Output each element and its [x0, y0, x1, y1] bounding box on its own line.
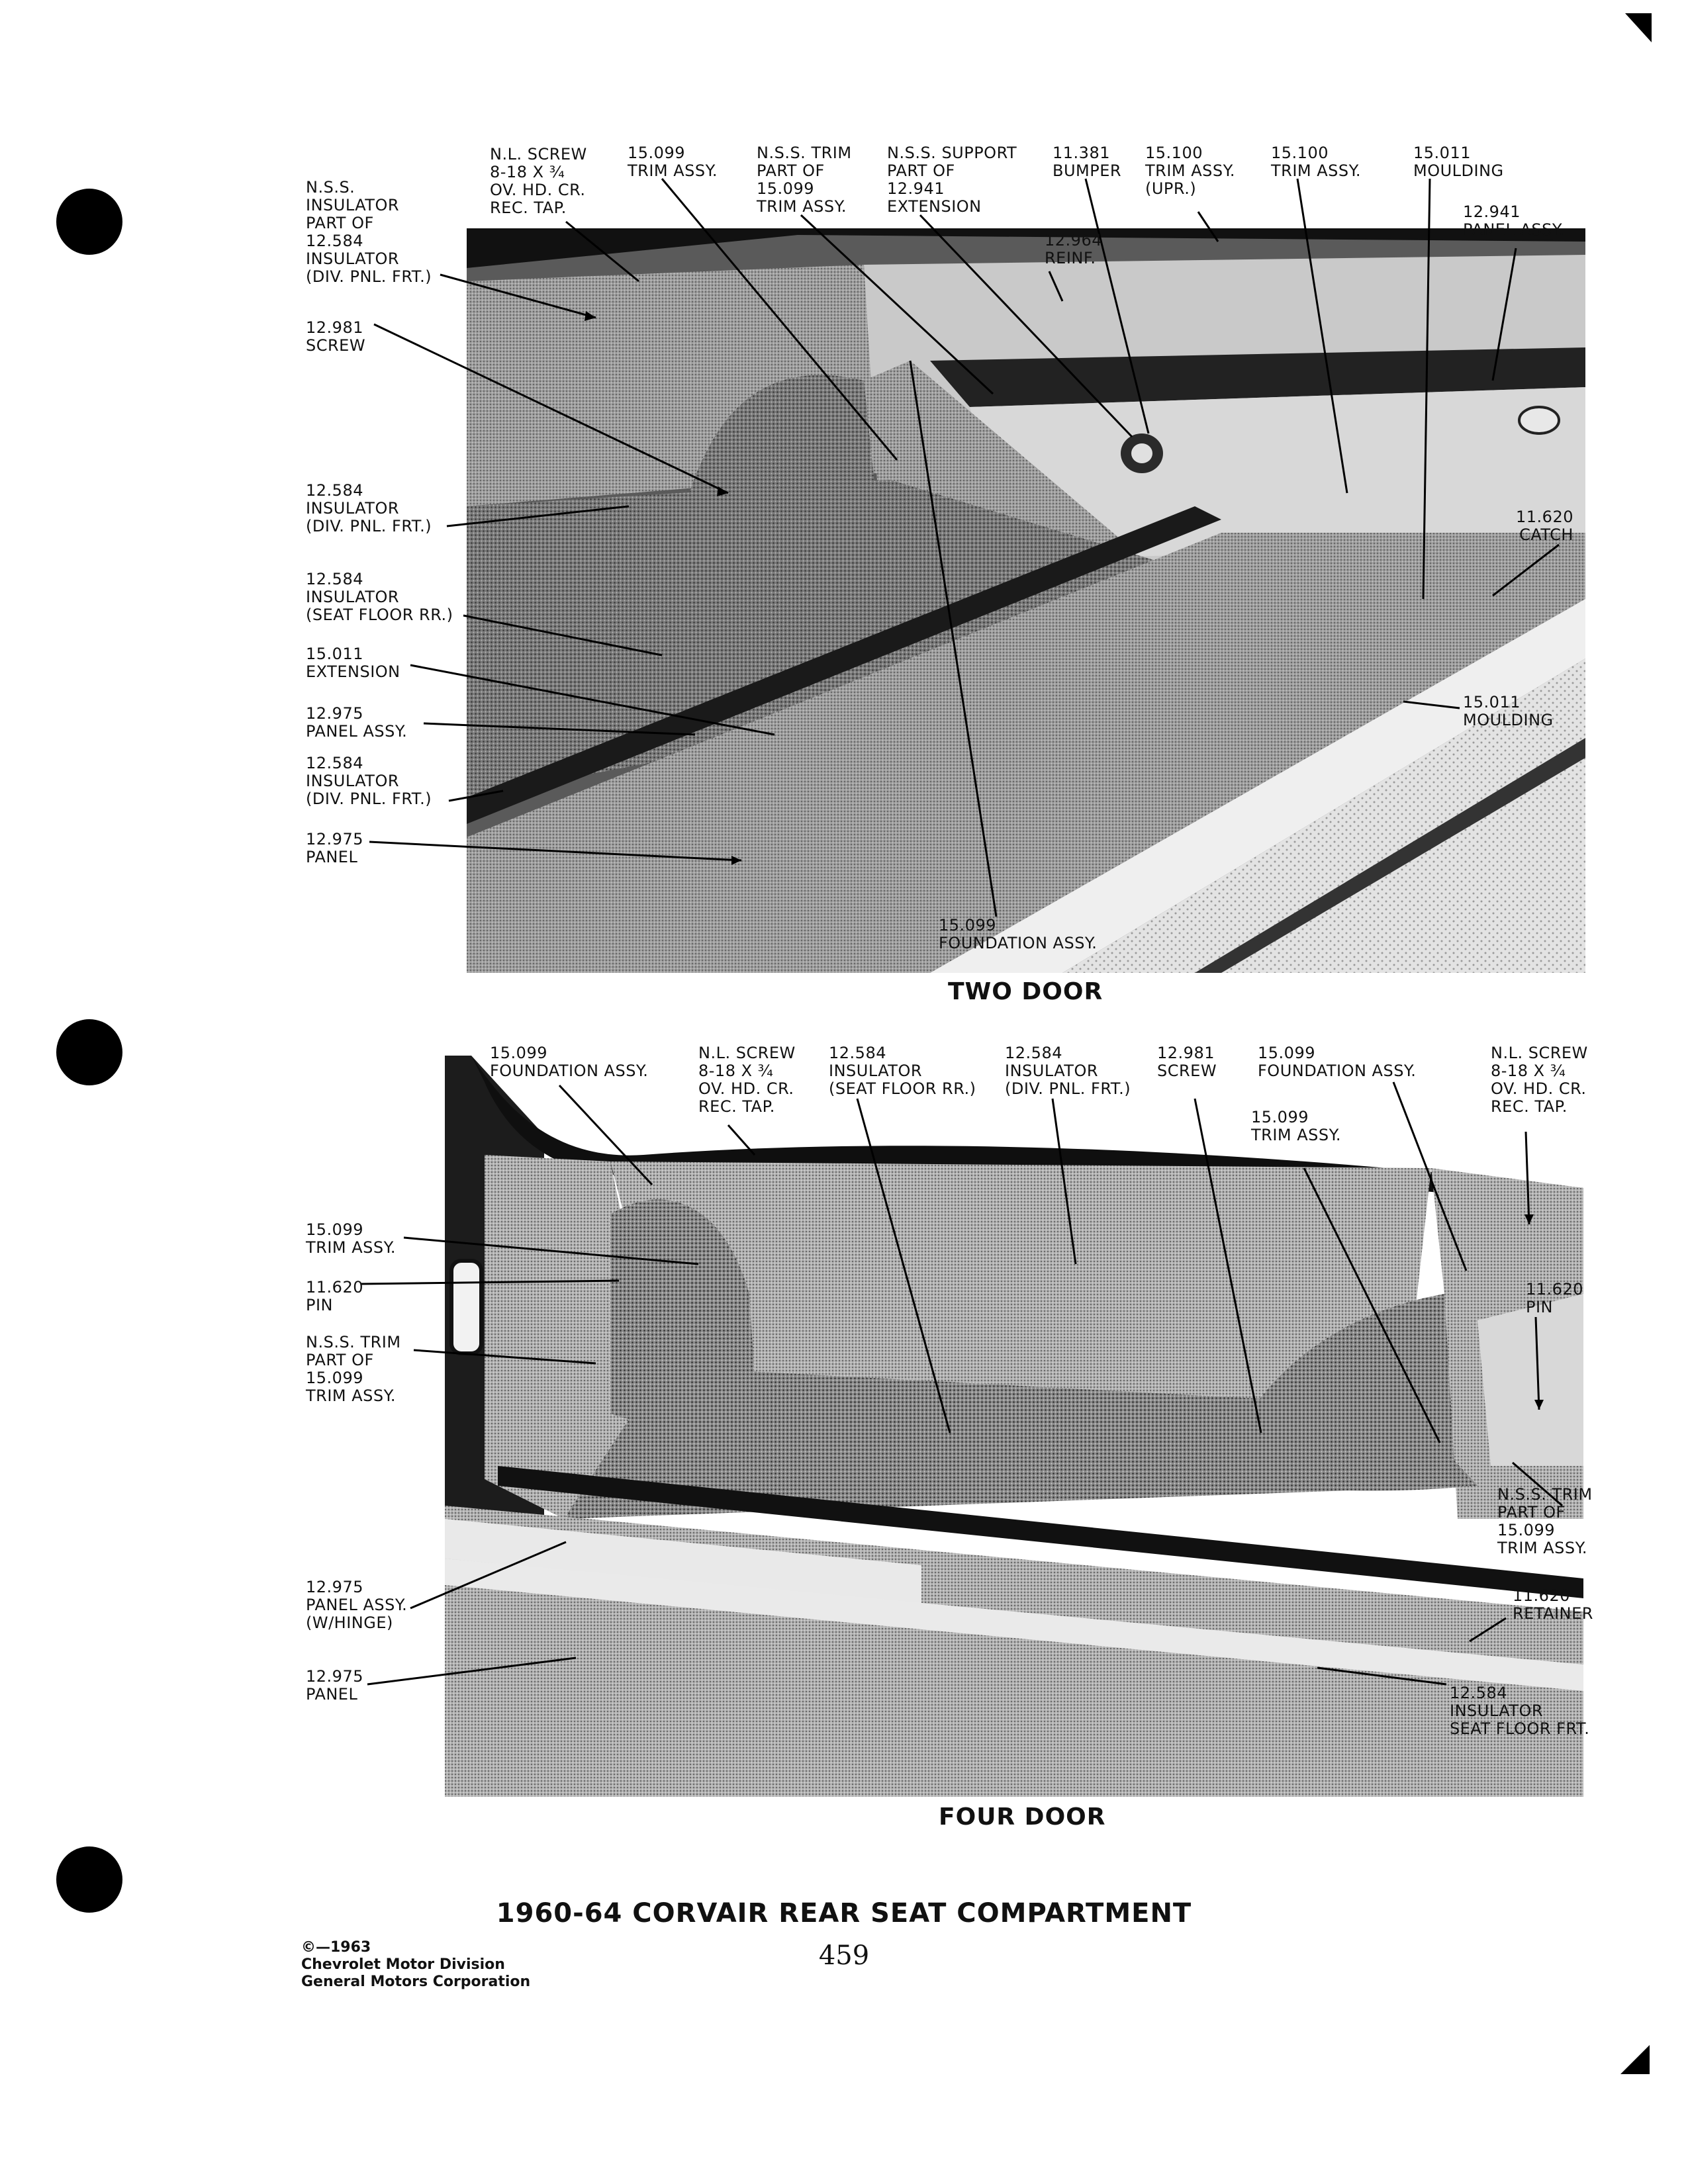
- callout-foundation-left: 15.099 FOUNDATION ASSY.: [490, 1044, 649, 1080]
- callout-screw-12981: 12.981 SCREW: [306, 318, 366, 355]
- callout-panel-12975: 12.975 PANEL: [306, 830, 363, 866]
- callout-panel-assy-12941: 12.941 PANEL ASSY.: [1463, 203, 1565, 239]
- callout-insulator-div-1: 12.584 INSULATOR (DIV. PNL. FRT.): [306, 481, 432, 535]
- callout-moulding-right: 15.011 MOULDING: [1463, 693, 1554, 729]
- page-title: 1960-64 CORVAIR REAR SEAT COMPARTMENT: [496, 1898, 1192, 1929]
- callout-insulator-div: 12.584 INSULATOR (DIV. PNL. FRT.): [1005, 1044, 1131, 1098]
- callout-insulator-div-2: 12.584 INSULATOR (DIV. PNL. FRT.): [306, 754, 432, 808]
- callout-panel-assy-hinge: 12.975 PANEL ASSY. (W/HINGE): [306, 1578, 408, 1632]
- punch-hole-top: [56, 189, 122, 255]
- two-door-caption: TWO DOOR: [948, 978, 1103, 1005]
- four-door-caption: FOUR DOOR: [939, 1803, 1106, 1831]
- page-number: 459: [818, 1940, 870, 1971]
- callout-pin-left: 11.620 PIN: [306, 1278, 363, 1314]
- callout-nss-trim-right: N.S.S. TRIM PART OF 15.099 TRIM ASSY.: [1497, 1485, 1593, 1557]
- callout-nl-screw-right: N.L. SCREW 8-18 X ¾ OV. HD. CR. REC. TAP.: [1491, 1044, 1588, 1116]
- callout-moulding-top: 15.011 MOULDING: [1413, 144, 1504, 180]
- callout-nss-trim: N.S.S. TRIM PART OF 15.099 TRIM ASSY.: [757, 144, 852, 216]
- copyright-division: Chevrolet Motor Division: [301, 1956, 505, 1973]
- callout-trim-assy-15100: 15.100 TRIM ASSY.: [1271, 144, 1362, 180]
- callout-nss-support: N.S.S. SUPPORT PART OF 12.941 EXTENSION: [887, 144, 1017, 216]
- corner-mark-bottom-right: [1620, 2045, 1654, 2078]
- punch-hole-middle: [56, 1019, 122, 1085]
- callout-insulator-seat-rr: 12.584 INSULATOR (SEAT FLOOR RR.): [829, 1044, 976, 1098]
- callout-retainer: 11.620 RETAINER: [1513, 1586, 1593, 1623]
- callout-trim-assy-upr: 15.100 TRIM ASSY. (UPR.): [1145, 144, 1236, 198]
- copyright-year: ©—1963: [301, 1939, 371, 1956]
- callout-trim-assy-left: 15.099 TRIM ASSY.: [306, 1220, 397, 1257]
- callout-catch: 11.620 CATCH: [1516, 508, 1573, 544]
- callout-panel-12975: 12.975 PANEL: [306, 1667, 363, 1704]
- copyright-corporation: General Motors Corporation: [301, 1974, 531, 1990]
- callout-insulator-seat-rr: 12.584 INSULATOR (SEAT FLOOR RR.): [306, 570, 453, 624]
- callout-foundation-assy: 15.099 FOUNDATION ASSY.: [939, 916, 1098, 952]
- corner-mark-top-right: [1625, 13, 1658, 46]
- callout-nl-screw: N.L. SCREW 8-18 X ¾ OV. HD. CR. REC. TAP.: [490, 145, 587, 217]
- four-door-photo: [445, 1056, 1583, 1797]
- callout-bumper: 11.381 BUMPER: [1053, 144, 1122, 180]
- callout-nl-screw-left: N.L. SCREW 8-18 X ¾ OV. HD. CR. REC. TAP.: [698, 1044, 796, 1116]
- callout-screw-12981: 12.981 SCREW: [1157, 1044, 1217, 1080]
- callout-trim-assy-mid: 15.099 TRIM ASSY.: [1251, 1108, 1342, 1144]
- callout-nss-trim-left: N.S.S. TRIM PART OF 15.099 TRIM ASSY.: [306, 1333, 401, 1405]
- copyright-block: [301, 1939, 530, 1991]
- callout-extension: 15.011 EXTENSION: [306, 645, 400, 681]
- callout-pin-right: 11.620 PIN: [1526, 1280, 1583, 1316]
- callout-insulator-seat-frt: 12.584 INSULATOR SEAT FLOOR FRT.: [1450, 1684, 1590, 1738]
- callout-nss-insulator: N.S.S. INSULATOR PART OF 12.584 INSULATOR (DIV. PNL. FRT.): [306, 178, 432, 286]
- callout-reinf: 12.964 REINF.: [1045, 231, 1102, 267]
- callout-foundation-right: 15.099 FOUNDATION ASSY.: [1258, 1044, 1417, 1080]
- callout-panel-assy-12975: 12.975 PANEL ASSY.: [306, 704, 408, 741]
- two-door-photo: [467, 228, 1585, 973]
- callout-trim-assy-15099: 15.099 TRIM ASSY.: [628, 144, 718, 180]
